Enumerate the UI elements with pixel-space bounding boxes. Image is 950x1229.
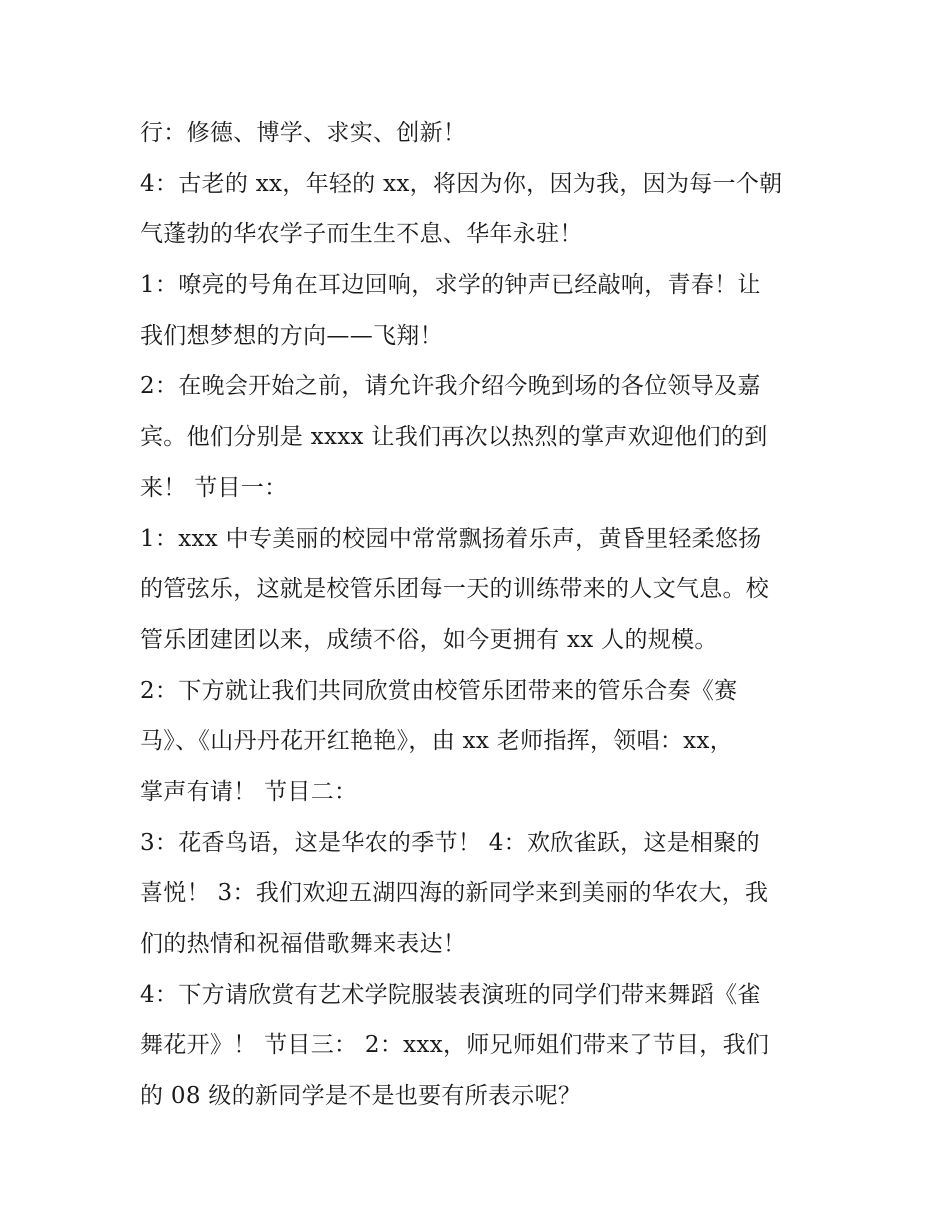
text-line: 掌声有请！ 节目二： [140,778,358,805]
text-line: 的管弦乐，这就是校管乐团每一天的训练带来的人文气息。校 [140,576,770,603]
text-line: 气蓬勃的华农学子而生生不息、华年永驻！ [140,221,583,248]
text-line: 喜悦！ 3：我们欢迎五湖四海的新同学来到美丽的华农大，我 [140,880,769,907]
text-line: 的 08 级的新同学是不是也要有所表示呢？ [140,1083,582,1110]
text-line: 舞花开》！ 节目三： 2：xxx，师兄师姐们带来了节目，我们 [140,1032,770,1059]
text-line: 宾。他们分别是 xxxx 让我们再次以热烈的掌声欢迎他们的到 [140,424,768,451]
text-line: 管乐团建团以来，成绩不俗，如今更拥有 xx 人的规模。 [140,626,718,653]
text-line: 1：嘹亮的号角在耳边回响，求学的钟声已经敲响，青春！让 [140,272,761,299]
text-line: 2：在晚会开始之前，请允许我介绍今晚到场的各位领导及嘉 [140,373,761,400]
text-line: 马》、《山丹丹花开红艳艳》，由 xx 老师指挥，领唱：xx， [140,728,734,755]
text-line: 1：xxx 中专美丽的校园中常常飘扬着乐声，黄昏里轻柔悠扬 [140,525,762,552]
document-body [140,108,820,1122]
text-line: 行：修德、博学、求实、创新！ [140,120,467,146]
text-line: 们的热情和祝福借歌舞来表达！ [140,931,467,957]
text-line: 4：下方请欣赏有艺术学院服装表演班的同学们带来舞蹈《雀 [140,981,761,1008]
text-line: 我们想梦想的方向——飞翔！ [140,322,443,349]
text-line: 2：下方就让我们共同欣赏由校管乐团带来的管乐合奏《赛 [140,677,738,704]
text-line: 4：古老的 xx，年轻的 xx，将因为你，因为我，因为每一个朝 [140,170,783,197]
text-line: 3：花香鸟语，这是华农的季节！ 4：欢欣雀跃，这是相聚的 [140,829,760,856]
text-line: 来！ 节目一： [140,474,288,501]
